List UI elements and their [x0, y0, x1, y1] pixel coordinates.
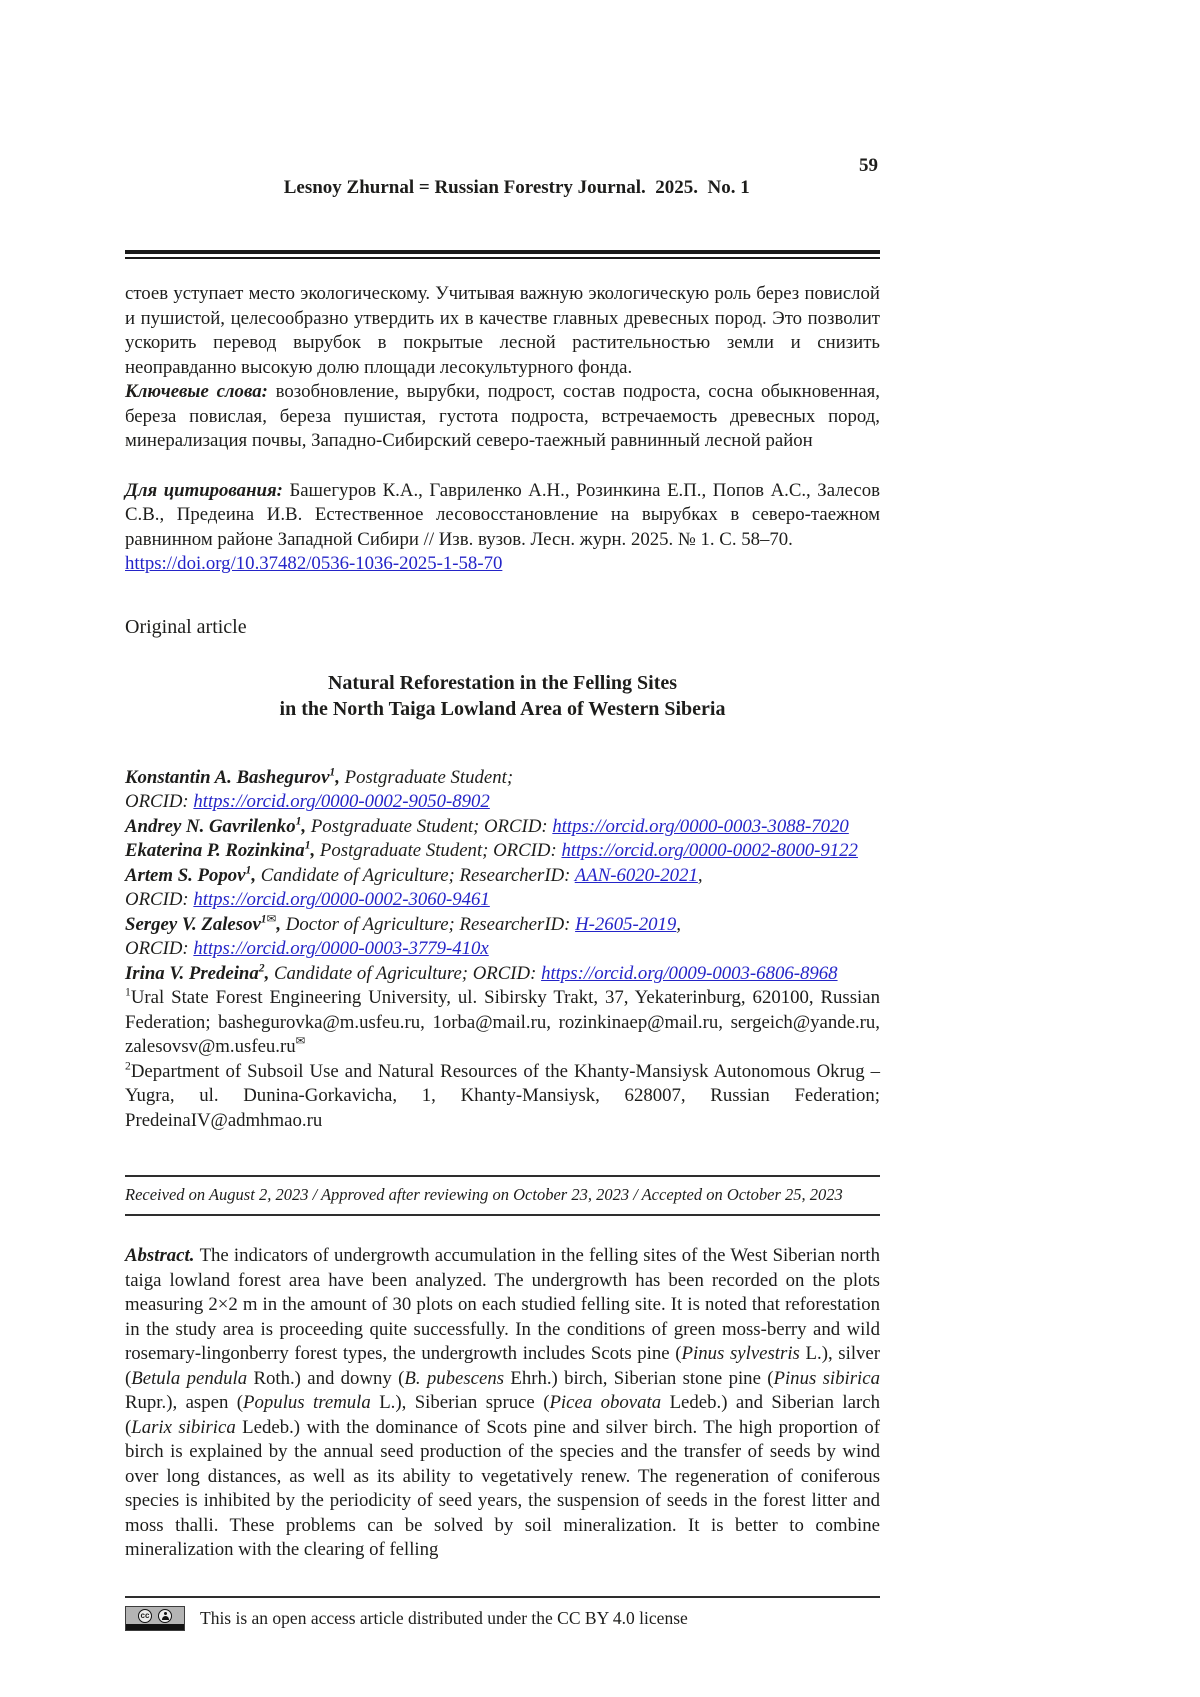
author-name: Andrey N. Gavrilenko	[125, 815, 296, 837]
author-line	[125, 839, 880, 864]
separator: ,	[335, 766, 345, 788]
affiliation-marker: 2	[125, 1059, 131, 1073]
author-name: Artem S. Popov	[125, 864, 246, 886]
affiliation-marker: 2	[258, 961, 265, 975]
species-name: Betula pendula	[131, 1367, 248, 1389]
separator: ,	[697, 864, 703, 886]
author-line	[125, 913, 880, 938]
article-type-label: Original article	[125, 615, 247, 638]
abstract-paragraph	[125, 1244, 880, 1563]
page-number: 59	[859, 155, 878, 176]
doi-line	[125, 552, 880, 577]
orcid-link[interactable]: https://orcid.org/0009-0003-6806-8968	[541, 962, 838, 984]
separator: ,	[264, 962, 274, 984]
article-dates: Received on August 2, 2023 / Approved after reviewing on October 23, 2023 / Accepted on October 25, 2023	[125, 1175, 880, 1216]
abstract-text: The indicators of undergrowth accumulation in the felling sites of the West Siberian north taiga lowland forest area have been analyzed. The undergrowth has been recorded on the plots measuring 2×2 m in the amount of 30 plots on each studied felling site. It is noted that reforestation in the study area is proceeding quite successfully. In the conditions of green moss-berry and wild rosemary-lingonberry forest types, the undergrowth includes Scots pine (	[125, 1245, 880, 1364]
orcid-link[interactable]: https://orcid.org/0000-0002-9050-8902	[193, 791, 490, 812]
intro-paragraph	[125, 282, 880, 380]
license-text: This is an open access article distributed under the CC BY 4.0 license	[200, 1607, 688, 1628]
separator: ,	[276, 913, 286, 935]
abstract-text: Rupr.), aspen (	[125, 1392, 244, 1413]
author-line	[125, 937, 880, 962]
running-head: Lesnoy Zhurnal = Russian Forestry Journal. 2025. No. 1	[283, 177, 750, 198]
cc-by-badge[interactable]	[125, 1606, 185, 1631]
author-line	[125, 888, 880, 913]
citation-paragraph	[125, 479, 880, 553]
researcherid-link[interactable]: AAN-6020-2021	[574, 864, 698, 886]
separator: ,	[301, 815, 311, 837]
author-line	[125, 815, 880, 840]
affiliation-marker: 1	[304, 838, 311, 852]
abstract-text: Ledeb.) and Siberian larch (	[125, 1392, 880, 1438]
doi-link[interactable]: https://doi.org/10.37482/0536-1036-2025-1-58-70	[125, 553, 503, 574]
affiliation-2	[125, 1060, 880, 1134]
author-role: Postgraduate Student; ORCID:	[310, 815, 553, 837]
author-role: Candidate of Agriculture; ResearcherID:	[260, 864, 575, 886]
mail-icon: ✉	[266, 912, 277, 926]
affiliation-marker: 1	[245, 863, 252, 877]
license-footer	[125, 1596, 880, 1631]
orcid-label: ORCID:	[125, 889, 194, 910]
affiliation-text: Department of Subsoil Use and Natural Resources of the Khanty-Mansiysk Autonomous Okrug – Yugra, ul. Dunina-Gorkavicha, 1, Khanty-Mansiysk, 628007, Russian Federation; PredeinaIV@admhmao.ru	[125, 1060, 880, 1131]
article-title-line2: in the North Taiga Lowland Area of Western Siberia	[279, 697, 726, 720]
author-line	[125, 790, 880, 815]
separator: ,	[310, 840, 320, 861]
cc-icon	[138, 1609, 152, 1623]
researcherid-link[interactable]: H-2605-2019	[575, 913, 677, 935]
header-rule	[125, 250, 880, 259]
page-header	[125, 155, 880, 243]
species-name: Pinus sibirica	[773, 1367, 880, 1389]
author-name: Konstantin A. Bashegurov	[125, 766, 330, 788]
species-name: Populus tremula	[243, 1392, 371, 1413]
keywords-paragraph	[125, 380, 880, 454]
author-line	[125, 962, 880, 987]
keywords-label: Ключевые слова:	[125, 381, 276, 402]
affiliation-marker: 1	[260, 912, 267, 926]
orcid-link[interactable]: https://orcid.org/0000-0003-3088-7020	[552, 815, 849, 837]
intro-text: стоев уступает место экологическому. Учитывая важную экологическую роль берез повислой и пушистой, целесообразно утвердить их в качестве главных древесных пород. Это позволит ускорить перевод вырубок в покрытые лесной растительностью земли и снизить неоправданно высокую долю площади лесокультурного фонда.	[125, 283, 880, 378]
separator: ,	[676, 913, 681, 935]
citation-text: Башегуров К.А., Гавриленко А.Н., Розинкина Е.П., Попов А.С., Залесов С.В., Предеина И.В. Естественное лесовосстановление на вырубках в северо-таежном равнинном районе Западной Сибири // Изв. вузов. Лесн. журн. 2025. № 1. С. 58–70.	[125, 479, 880, 550]
author-line	[125, 864, 880, 889]
affiliation-text: Ural State Forest Engineering University, ul. Sibirsky Trakt, 37, Yekaterinburg, 620100, Russian Federation; bashegurovka@m.usfeu.ru, 1orba@mail.ru, rozinkinaep@mail.ru, sergeich@yande.ru, zalesovsv@m.usfeu.ru	[125, 987, 880, 1057]
abstract-text: Ledeb.) with the dominance of Scots pine and silver birch. The high proportion of birch is explained by the annual seed production of the species and the transfer of seeds by wind over long distances, as well as its ability to vegetatively renew. The regeneration of coniferous species is inhibited by the periodicity of seed years, the suspension of seeds in the forest litter and moss thalli. These problems can be solved by soil mineralization. It is better to combine mineralization with the clearing of felling	[125, 1416, 880, 1560]
orcid-label: ORCID:	[125, 938, 194, 959]
abstract-text: Ehrh.) birch, Siberian stone pine (	[504, 1367, 774, 1389]
author-name: Irina V. Predeina	[125, 962, 259, 984]
author-role: Candidate of Agriculture; ORCID:	[273, 962, 542, 984]
page-content	[125, 155, 880, 1631]
affiliation-1	[125, 986, 880, 1060]
orcid-link[interactable]: https://orcid.org/0000-0002-8000-9122	[561, 840, 858, 861]
authors-block	[125, 766, 880, 1134]
article-title	[125, 670, 880, 722]
orcid-label: ORCID:	[125, 791, 194, 812]
author-role: Postgraduate Student;	[344, 766, 514, 788]
abstract-text: L.), Siberian spruce (	[370, 1392, 550, 1413]
cc-letters: cc	[140, 1610, 150, 1620]
affiliation-marker: 1	[295, 814, 302, 828]
author-role: Postgraduate Student; ORCID:	[319, 840, 562, 861]
orcid-link[interactable]: https://orcid.org/0000-0003-3779-410x	[193, 938, 489, 959]
affiliation-marker: 1	[329, 765, 336, 779]
affiliation-marker: 1	[125, 985, 131, 999]
abstract-text: Roth.) and downy (	[247, 1367, 405, 1389]
abstract-label: Abstract.	[125, 1245, 200, 1266]
author-role: Doctor of Agriculture; ResearcherID:	[285, 913, 576, 935]
author-name: Sergey V. Zalesov	[125, 913, 261, 935]
species-name: Pinus sylvestris	[681, 1343, 800, 1364]
separator: ,	[251, 864, 261, 886]
species-name: B. pubescens	[404, 1367, 505, 1389]
citation-label: Для цитирования:	[125, 479, 290, 501]
species-name: Picea obovata	[549, 1392, 662, 1413]
orcid-link[interactable]: https://orcid.org/0000-0002-3060-9461	[193, 889, 490, 910]
author-name: Ekaterina P. Rozinkina	[125, 840, 305, 861]
keywords-text: возобновление, вырубки, подрост, состав подроста, сосна обыкновенная, береза повислая, береза пушистая, густота подроста, встречаемость древесных пород, минерализация почвы, Западно-Сибирский северо-таежный равнинный лесной район	[125, 381, 880, 451]
mail-icon: ✉	[295, 1034, 306, 1048]
species-name: Larix sibirica	[131, 1416, 236, 1438]
abstract-text: L.), silver (	[125, 1343, 881, 1389]
article-title-line1: Natural Reforestation in the Felling Sites	[327, 671, 678, 694]
author-line	[125, 766, 880, 791]
by-person-icon	[158, 1609, 172, 1623]
